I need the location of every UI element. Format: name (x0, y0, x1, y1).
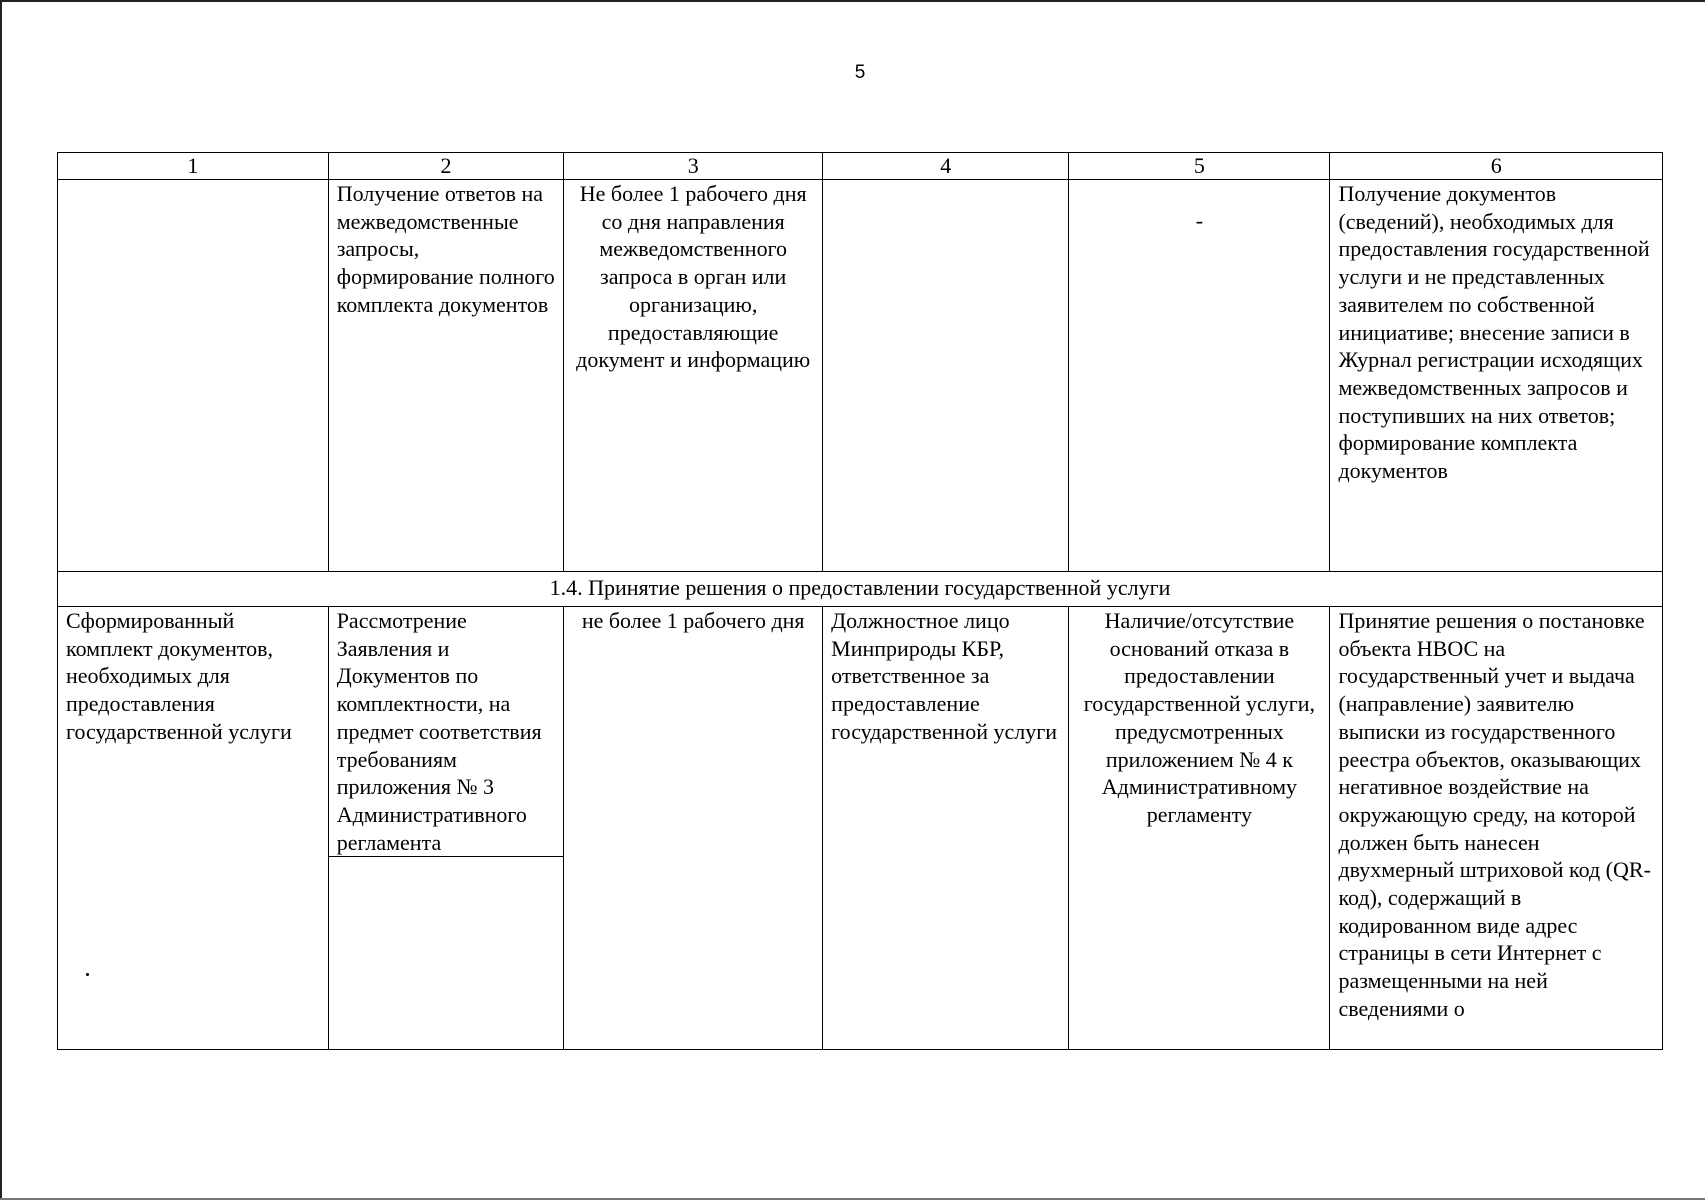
column-header-5: 5 (1069, 153, 1330, 180)
column-header-4: 4 (823, 153, 1069, 180)
table-row (58, 180, 1663, 572)
section-heading: 1.4. Принятие решения о предоставлении государственной услуги (58, 572, 1663, 607)
column-header-1: 1 (58, 153, 329, 180)
row1-term-cell: Не более 1 рабочего дня со дня направления межведомственного запроса в орган или организацию, предоставляющие документ и информацию (564, 180, 823, 572)
row2-result-cell: Принятие решения о постановке объекта НВОС на государственный учет и выдача (направление) заявителю выписки из государственного реестра объектов, оказывающих негативное воздействие на окружающую среду, на которой должен быть нанесен двухмерный штриховой код (QR-код), содержащий в кодированном виде адрес страницы в сети Интернет с размещенными на ней сведениями о (1330, 607, 1663, 1050)
row2-term-cell: не более 1 рабочего дня (564, 607, 823, 1050)
row2-action-text: Рассмотрение Заявления и Документов по комплектности, на предмет соответствия требованиям приложения № 3 Административного регламента (329, 607, 564, 857)
row2-responsible-cell: Должностное лицо Минприроды КБР, ответственное за предоставление государственной услуги (823, 607, 1069, 1050)
process-table (57, 152, 1663, 1050)
column-header-6: 6 (1330, 153, 1663, 180)
row1-result-cell: Получение документов (сведений), необходимых для предоставления государственной услуги и не представленных заявителем по собственной инициативе; внесение записи в Журнал регистрации исходящих межведомственных запросов и поступивших на них ответов; формирование комплекта документов (1330, 180, 1663, 572)
table-row (58, 607, 1663, 1050)
row2-criteria-cell: Наличие/отсутствие оснований отказа в предоставлении государственной услуги, предусмотренных приложением № 4 к Административному регламенту (1069, 607, 1330, 1050)
row2-action-cell (328, 607, 564, 1050)
row1-responsible-cell (823, 180, 1069, 572)
scan-speck (86, 973, 89, 976)
page-number: 5 (854, 62, 866, 83)
row2-source-cell: Сформированный комплект документов, необходимых для предоставления государственной услуги (58, 607, 329, 1050)
row1-source-cell (58, 180, 329, 572)
row1-action-cell: Получение ответов на межведомственные запросы, формирование полного комплекта документов (328, 180, 564, 572)
section-heading-row (58, 572, 1663, 607)
column-header-2: 2 (328, 153, 564, 180)
table-header-row (58, 153, 1663, 180)
column-header-3: 3 (564, 153, 823, 180)
scan-border-left (0, 0, 2, 1200)
row1-criteria-cell: - (1069, 180, 1330, 572)
scan-border-top (0, 0, 1705, 2)
